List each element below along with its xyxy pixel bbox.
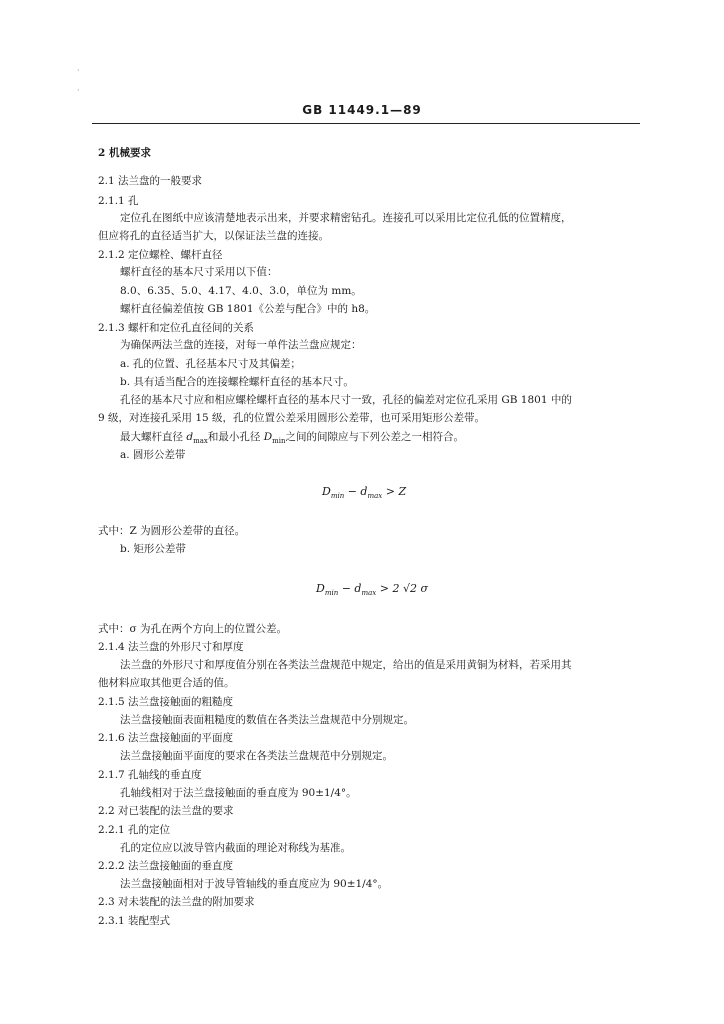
- list-item-a: a. 孔的位置、孔径基本尺寸及其偏差；: [120, 358, 301, 370]
- symbol-d: d: [186, 431, 194, 443]
- paragraph-line: 孔径的基本尺寸应和相应螺栓螺杆直径的基本尺寸一致，孔径的偏差对定位孔采用 GB 1801 中的: [120, 394, 572, 406]
- subscript-min: min: [324, 589, 339, 598]
- section-2-1-2-heading: 2.1.2 定位螺栓、螺杆直径: [98, 249, 223, 261]
- equation-term: > 2 √2 σ: [376, 582, 428, 595]
- equation-term: − d: [338, 582, 362, 595]
- paragraph-line: 8.0、6.35、5.0、4.17、4.0、3.0，单位为 mm。: [120, 285, 362, 297]
- section-2-1-1-heading: 2.1.1 孔: [98, 195, 139, 207]
- paragraph-line: 他材料应取其他更合适的值。: [98, 677, 235, 689]
- paragraph-line: 式中：σ 为孔在两个方向上的位置公差。: [98, 623, 288, 635]
- section-2-1-5-heading: 2.1.5 法兰盘接触面的粗糙度: [98, 696, 234, 708]
- symbol-D: D: [263, 431, 273, 443]
- section-2-heading: 2 机械要求: [98, 147, 151, 159]
- equation-term: − d: [344, 485, 368, 498]
- section-2-3-1-heading: 2.3.1 装配型式: [98, 915, 171, 927]
- scan-speck: · ·: [77, 66, 80, 95]
- section-2-1-6-heading: 2.1.6 法兰盘接触面的平面度: [98, 732, 234, 744]
- list-item-a: a. 圆形公差带: [120, 449, 186, 461]
- subscript-max: max: [361, 589, 377, 598]
- symbol-D: D: [322, 485, 331, 498]
- paragraph-line: 为确保两法兰盘的连接，对每一单件法兰盘应规定：: [120, 339, 362, 351]
- text-segment: 和最小孔径: [207, 431, 264, 443]
- paragraph-line: 孔的定位应以波导管内截面的理论对称线为基准。: [120, 842, 351, 854]
- equation-rectangular-tolerance: [316, 582, 428, 597]
- section-2-1-3-heading: 2.1.3 螺杆和定位孔直径间的关系: [98, 322, 255, 334]
- subscript-max: max: [367, 492, 383, 501]
- section-2-2-1-heading: 2.2.1 孔的定位: [98, 824, 171, 836]
- paragraph-line: 但应将孔的直径适当扩大，以保证法兰盘的连接。: [98, 230, 329, 242]
- paragraph-line: 法兰盘接触面相对于波导管轴线的垂直度应为 90±1/4°。: [120, 878, 389, 890]
- text-segment: 之间的间隙应与下列公差之一相符合。: [285, 431, 464, 443]
- equation-circular-tolerance: [322, 485, 406, 500]
- section-2-2-heading: 2.2 对已装配的法兰盘的要求: [98, 805, 234, 817]
- paragraph-line: 螺杆直径偏差值按 GB 1801《公差与配合》中的 h8。: [120, 303, 376, 315]
- paragraph-line: 螺杆直径的基本尺寸采用以下值：: [120, 266, 278, 278]
- symbol-D: D: [316, 582, 325, 595]
- list-item-b: b. 矩形公差带: [120, 543, 186, 555]
- section-2-1-7-heading: 2.1.7 孔轴线的垂直度: [98, 769, 202, 781]
- subscript-max: max: [193, 437, 208, 446]
- subscript-min: min: [272, 437, 286, 446]
- paragraph-line-with-symbols: [120, 430, 464, 448]
- paragraph-line: 法兰盘接触面平面度的要求在各类法兰盘规范中分别规定。: [120, 750, 393, 762]
- header-rule: [92, 123, 640, 124]
- list-item-b: b. 具有适当配合的连接螺栓螺杆直径的基本尺寸。: [120, 376, 354, 388]
- paragraph-line: 法兰盘接触面表面粗糙度的数值在各类法兰盘规范中分别规定。: [120, 714, 414, 726]
- equation-term: > Z: [382, 485, 407, 498]
- subscript-min: min: [330, 492, 345, 501]
- paragraph-line: 法兰盘的外形尺寸和厚度值分别在各类法兰盘规范中规定，给出的值是采用黄铜为材料，若采用其: [120, 659, 572, 671]
- section-2-1-4-heading: 2.1.4 法兰盘的外形尺寸和厚度: [98, 641, 244, 653]
- paragraph-line: 孔轴线相对于法兰盘接触面的垂直度为 90±1/4°。: [120, 787, 357, 799]
- text-segment: 最大螺杆直径: [120, 431, 187, 443]
- section-2-1-heading: 2.1 法兰盘的一般要求: [98, 175, 203, 187]
- section-2-3-heading: 2.3 对未装配的法兰盘的附加要求: [98, 896, 255, 908]
- section-2-2-2-heading: 2.2.2 法兰盘接触面的垂直度: [98, 860, 234, 872]
- paragraph-line: 9 级，对连接孔采用 15 级，孔的位置公差采用圆形公差带，也可采用矩形公差带。: [98, 412, 486, 424]
- paragraph-line: 定位孔在图纸中应该清楚地表示出来，并要求精密钻孔。连接孔可以采用比定位孔低的位置精度，: [120, 212, 572, 224]
- standard-number-header: GB 11449.1—89: [302, 103, 422, 117]
- paragraph-line: 式中：Z 为圆形公差带的直径。: [98, 525, 246, 537]
